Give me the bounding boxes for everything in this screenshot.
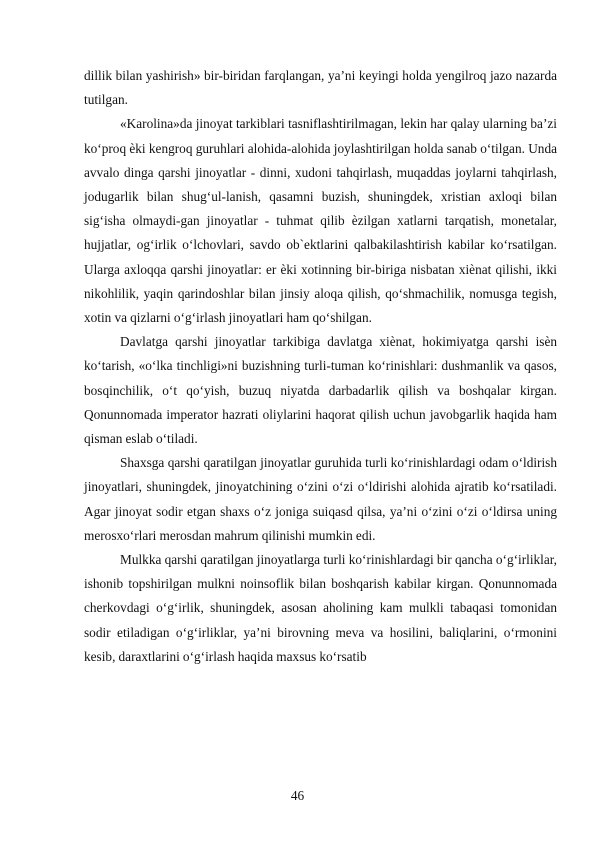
paragraph-karolina: «Karolina»da jinoyat tarkiblari tasniflashtirilmagan, lekin har qalay ularning ba’zi ko‘proq ѐki kengroq guruhlari alohida-alohida joylashtirilgan holda sanab o‘tilgan. Unda avvalo dinga qarshi jinoyatlar - dinni, xudoni tahqirlash, muqaddas joylarni tahqirlash, jodugarlik bilan shug‘ul-lanish, qasamni buzish, shuningdek, xristian axloqi bilan sig‘isha olmaydi-gan jinoyatlar - tuhmat qilib ѐzilgan xatlarni tarqatish, monetalar, hujjatlar, og‘irlik o‘lchovlari, savdo ob`ektlarini qalbakilashtirish kabilar ko‘rsatilgan. Ularga axloqqa qarshi jinoyatlar: er ѐki xotinning bir-biriga nisbatan xiѐnat qilishi, ikki nikohlilik, yaqin qarindoshlar bilan jinsiy aloqa qilish, qo‘shmachilik, nomusga tegish, xotin va qizlarni o‘g‘irlash jinoyatlari ham qo‘shilgan. <box>84 116 557 326</box>
paragraph-property-crimes: Mulkka qarshi qaratilgan jinoyatlarga turli ko‘rinishlardagi bir qancha o‘g‘irliklar, ishonib topshirilgan mulkni noinsoflik bilan boshqarish kabilar kirgan. Qonunnomada cherkovdagi o‘g‘irlik, shuningdek, asosan aholining kam mulkli tabaqasi tomonidan sodir etiladigan o‘g‘irliklar, ya’ni birovning meva va hosilini, baliqlarini, o‘rmonini kesib, daraxtlarini o‘g‘irlash haqida maxsus ko‘rsatib <box>84 552 557 664</box>
paragraph-person-crimes: Shaxsga qarshi qaratilgan jinoyatlar guruhida turli ko‘rinishlardagi odam o‘ldirish jinoyatlari, shuningdek, jinoyatchining o‘zini o‘zi o‘ldirishi alohida ajratib ko‘rsatiladi. Agar jinoyat sodir etgan shaxs o‘z joniga suiqasd qilsa, ya’ni o‘zini o‘zi o‘ldirsa uning merosxo‘rlari merosdan mahrum qilinishi mumkin edi. <box>84 455 557 543</box>
paragraph-continued: dillik bilan yashirish» bir-biridan farqlangan, ya’ni keyingi holda yengilroq jazo nazarda tutilgan. <box>84 68 557 108</box>
document-body <box>84 64 557 669</box>
paragraph-state-crimes: Davlatga qarshi jinoyatlar tarkibiga davlatga xiѐnat, hokimiyatga qarshi isѐn ko‘tarish, «o‘lka tinchligi»ni buzishning turli-tuman ko‘rinishlari: dushmanlik va qasos, bosqinchilik, o‘t qo‘yish, buzuq niyatda darbadarlik qilish va boshqalar kirgan. Qonunnomada imperator hazrati oliylarini haqorat qilish uchun javobgarlik haqida ham qisman eslab o‘tiladi. <box>84 334 557 447</box>
page-number: 46 <box>290 788 305 803</box>
